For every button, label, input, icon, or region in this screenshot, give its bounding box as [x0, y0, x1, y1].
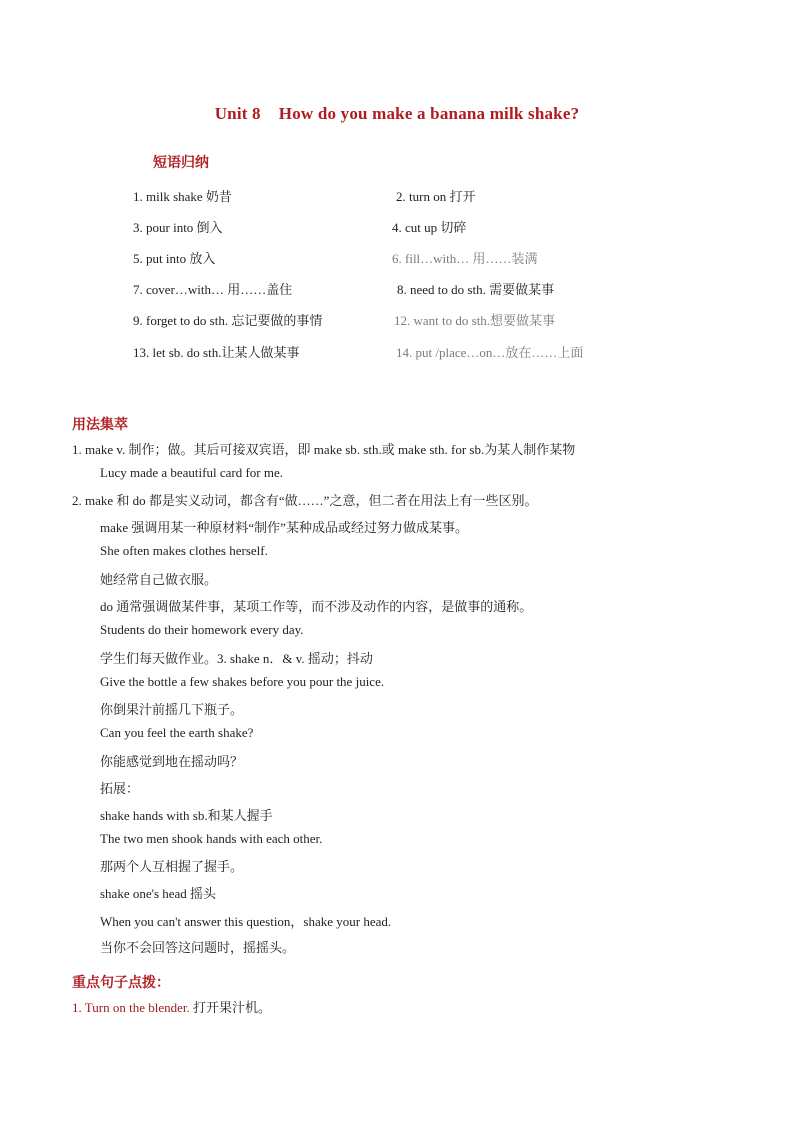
- usage-line: She often makes clothes herself.: [100, 543, 268, 558]
- usage-line: The two men shook hands with each other.: [100, 831, 323, 846]
- usage-line: shake hands with sb.和某人握手: [100, 808, 273, 823]
- phrase-item: 12. want to do sth.想要做某事: [394, 313, 556, 328]
- usage-line: 2. make 和 do 都是实义动词，都含有“做……”之意，但二者在用法上有一些区别。: [72, 493, 538, 508]
- usage-line: shake one's head 摇头: [100, 886, 217, 901]
- usage-line: Can you feel the earth shake?: [100, 725, 254, 740]
- phrase-item: 2. turn on 打开: [396, 189, 476, 204]
- phrase-item: 9. forget to do sth. 忘记要做的事情: [133, 313, 323, 328]
- phrase-item: 14. put /place…on…放在……上面: [396, 345, 584, 360]
- key-sentence-zh: 打开果汁机。: [189, 1000, 271, 1015]
- usage-line: 她经常自己做衣服。: [100, 572, 218, 587]
- phrase-item: 3. pour into 倒入: [133, 220, 223, 235]
- key-sentence-en: 1. Turn on the blender.: [72, 1000, 190, 1015]
- usage-line: Give the bottle a few shakes before you pour the juice.: [100, 674, 385, 689]
- phrases-heading: 短语归纳: [153, 155, 209, 171]
- phrase-item: 13. let sb. do sth.让某人做某事: [133, 345, 300, 360]
- page-title: [0, 104, 794, 124]
- title-question: How do you make a banana milk shake?: [278, 104, 580, 123]
- usage-line: 学生们每天做作业。3. shake n．& v. 摇动；抖动: [100, 651, 373, 666]
- usage-line: 拓展：: [100, 781, 140, 796]
- phrase-item: 7. cover…with… 用……盖住: [133, 282, 293, 297]
- usage-line: Lucy made a beautiful card for me.: [100, 465, 283, 480]
- key-sentence-item: [72, 997, 271, 1016]
- phrase-item: 6. fill…with… 用……装满: [392, 251, 538, 266]
- usage-line: make 强调用某一种原材料“制作”某种成品或经过努力做成某事。: [100, 520, 468, 535]
- usage-line: 那两个人互相握了握手。: [100, 859, 244, 874]
- usage-line: 1. make v. 制作；做。其后可接双宾语，即 make sb. sth.或 make sth. for sb.为某人制作某物: [72, 442, 576, 457]
- usage-line: 当你不会回答这问题时，摇摇头。: [100, 940, 296, 955]
- phrase-item: 5. put into 放入: [133, 251, 216, 266]
- usage-line: 你倒果汁前摇几下瓶子。: [100, 702, 244, 717]
- unit-label: Unit 8: [214, 104, 261, 123]
- usage-line: Students do their homework every day.: [100, 622, 304, 637]
- phrase-item: 1. milk shake 奶昔: [133, 189, 232, 204]
- phrase-item: 4. cut up 切碎: [392, 220, 467, 235]
- usage-line: do 通常强调做某件事，某项工作等，而不涉及动作的内容，是做事的通称。: [100, 599, 533, 614]
- phrase-item: 8. need to do sth. 需要做某事: [397, 282, 555, 297]
- usage-line: When you can't answer this question，shake your head.: [100, 914, 392, 929]
- usage-line: 你能感觉到地在摇动吗？: [100, 754, 244, 769]
- usage-heading: 用法集萃: [72, 417, 128, 433]
- key-sentences-heading: 重点句子点拨：: [72, 975, 170, 991]
